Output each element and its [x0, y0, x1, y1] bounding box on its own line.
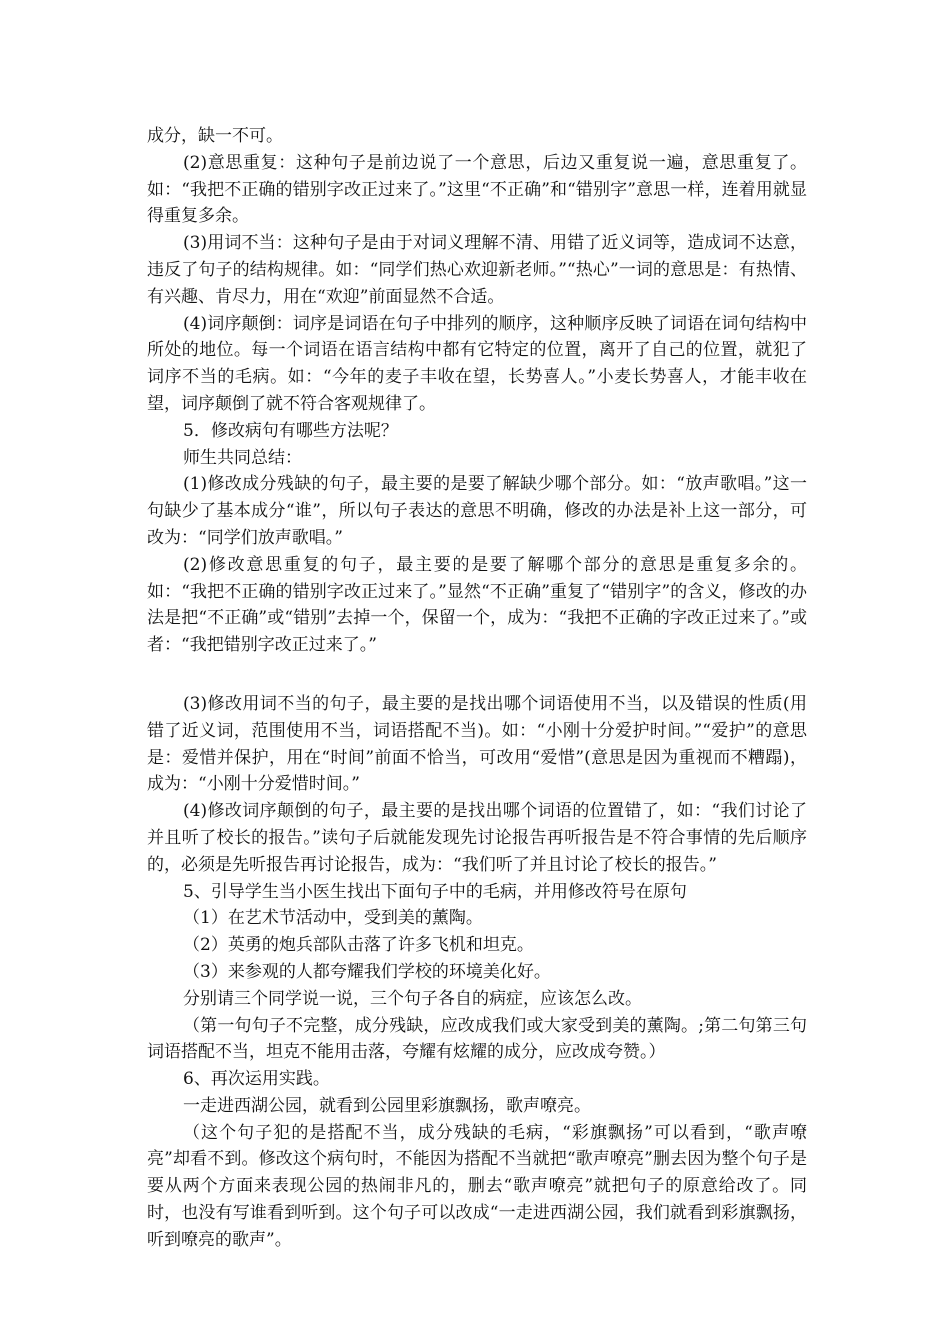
paragraph-word-order-definition: (4)词序颠倒：词序是词语在句子中排列的顺序，这种顺序反映了词语在词句结构中所处的地位。每一个词语在语言结构中都有它特定的位置，离开了自己的位置，就犯了词序不当的毛病。如：“今年的麦子丰收在望，长势喜人。”小麦长势喜人，才能丰收在望，词序颠倒了就不符合客观规律了。	[147, 313, 807, 414]
exercise-sentence-3: （3）来参观的人都夸耀我们学校的环境美化好。	[183, 961, 551, 982]
paragraph-exercise-instruction: 分别请三个同学说一说，三个句子各自的病症，应该怎么改。	[183, 988, 642, 1009]
blank-line	[147, 659, 807, 691]
section-heading-exercise: 5、引导学生当小医生找出下面句子中的毛病，并用修改符号在原句	[183, 881, 687, 902]
paragraph-continuation: 成分，缺一不可。	[147, 126, 283, 146]
paragraph-fix-word-order: (4)修改词序颠倒的句子，最主要的是找出哪个词语的位置错了，如：“我们讨论了并且听了校长的报告。”读句子后就能发现先讨论报告再听报告是不符合事情的先后顺序的，必须是先听报告再讨论报告，成为：“我们听了并且讨论了校长的报告。”	[147, 801, 807, 875]
exercise-sentence-2: （2）英勇的炮兵部队击落了许多飞机和坦克。	[183, 935, 534, 956]
section-heading-practice: 6、再次运用实践。	[183, 1069, 330, 1090]
paragraph-fix-missing-component: (1)修改成分残缺的句子，最主要的是要了解缺少哪个部分。如：“放声歌唱。”这一句缺少了基本成分“谁”，所以句子表达的意思不明确，修改的办法是补上这一部分，可改为：“同学们放声歌唱。”	[147, 474, 807, 548]
paragraph-summary-intro: 师生共同总结：	[183, 447, 302, 468]
paragraph-repetition-definition: (2)意思重复：这种句子是前边说了一个意思，后边又重复说一遍，意思重复了。如：“我把不正确的错别字改正过来了。”这里“不正确”和“错别字”意思一样，连着用就显得重复多余。	[147, 152, 807, 227]
exercise-sentence-1: （1）在艺术节活动中，受到美的薰陶。	[183, 908, 483, 929]
document-body	[147, 123, 807, 1254]
paragraph-improper-word-definition: (3)用词不当：这种句子是由于对词义理解不清、用错了近义词等，造成词不达意，违反了句子的结构规律。如：“同学们热心欢迎新老师。”“热心”一词的意思是：有热情、有兴趣、肯尽力，用在“欢迎”前面显然不合适。	[147, 233, 807, 307]
paragraph-fix-improper-word: (3)修改用词不当的句子，最主要的是找出哪个词语使用不当，以及错误的性质(用错了近义词，范围使用不当，词语搭配不当)。如：“小刚十分爱护时间。”“爱护”的意思是：爱惜并保护，用在“时间”前面不恰当，可改用“爱惜”(意思是因为重视而不糟蹋)，成为：“小刚十分爱惜时间。”	[147, 693, 807, 795]
section-heading-revision-methods: 5．修改病句有哪些方法呢？	[183, 420, 398, 441]
paragraph-fix-repetition: (2)修改意思重复的句子，最主要的是要了解哪个部分的意思是重复多余的。如：“我把不正确的错别字改正过来了。”显然“不正确”重复了“错别字”的含义，修改的办法是把“不正确”或“错别”去掉一个，保留一个，成为：“我把不正确的字改正过来了。”或者：“我把错别字改正过来了。”	[147, 554, 807, 656]
paragraph-exercise-answer: （第一句句子不完整，成分残缺，应改成我们或大家受到美的薰陶。;第二句第三句词语搭配不当，坦克不能用击落，夸耀有炫耀的成分，应改成夸赞。）	[147, 1015, 807, 1063]
paragraph-practice-answer: （这个句子犯的是搭配不当，成分残缺的毛病，“彩旗飘扬”可以看到，“歌声嘹亮”却看不到。修改这个病句时，不能因为搭配不当就把“歌声嘹亮”删去因为整个句子是要从两个方面来表现公园的热闹非凡的，删去“歌声嘹亮”就把句子的原意给改了。同时，也没有写谁看到听到。这个句子可以改成“一走进西湖公园，我们就看到彩旗飘扬，听到嘹亮的歌声”。	[147, 1122, 807, 1250]
practice-sentence: 一走进西湖公园，就看到公园里彩旗飘扬，歌声嘹亮。	[183, 1095, 591, 1116]
